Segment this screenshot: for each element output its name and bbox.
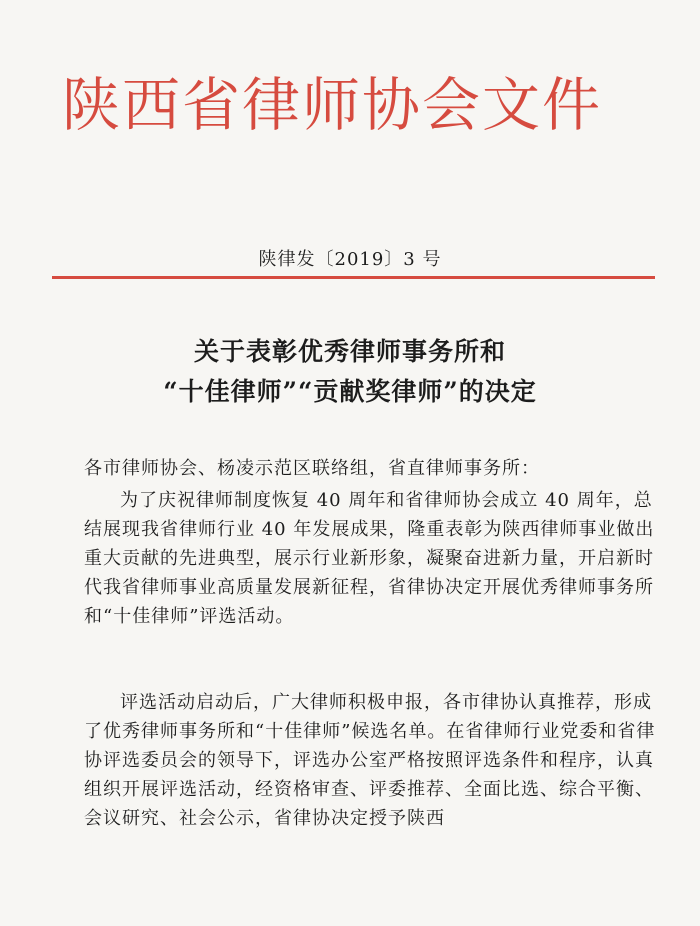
salutation: 各市律师协会、杨凌示范区联络组，省直律师事务所：: [84, 458, 540, 479]
body-paragraph-2: 评选活动启动后，广大律师积极申报，各市律协认真推荐，形成了优秀律师事务所和“十佳律师”候选名单。在省律师行业党委和省律协评选委员会的领导下，评选办公室严格按照评选条件和程序，认真组织开展评选活动，经资格审查、评委推荐、全面比选、综合平衡、会议研究、社会公示，省律协决定授予陕西: [84, 692, 656, 829]
document-title-line-1: 关于表彰优秀律师事务所和: [193, 337, 506, 366]
masthead-title: 陕西省律师协会文件: [62, 71, 603, 139]
document-number: 陕律发〔2019〕3 号: [258, 249, 442, 270]
body-paragraph-1: 为了庆祝律师制度恢复 40 周年和省律师协会成立 40 周年，总结展现我省律师行业 40 年发展成果，隆重表彰为陕西律师事业做出重大贡献的先进典型，展示行业新形象，凝聚奋进新力量，开启新时代我省律师事业高质量发展新征程，省律协决定开展优秀律师事务所和“十佳律师”评选活动。: [84, 490, 655, 627]
red-divider: [52, 276, 655, 279]
document-title-line-2: “十佳律师”“贡献奖律师”的决定: [163, 377, 537, 406]
